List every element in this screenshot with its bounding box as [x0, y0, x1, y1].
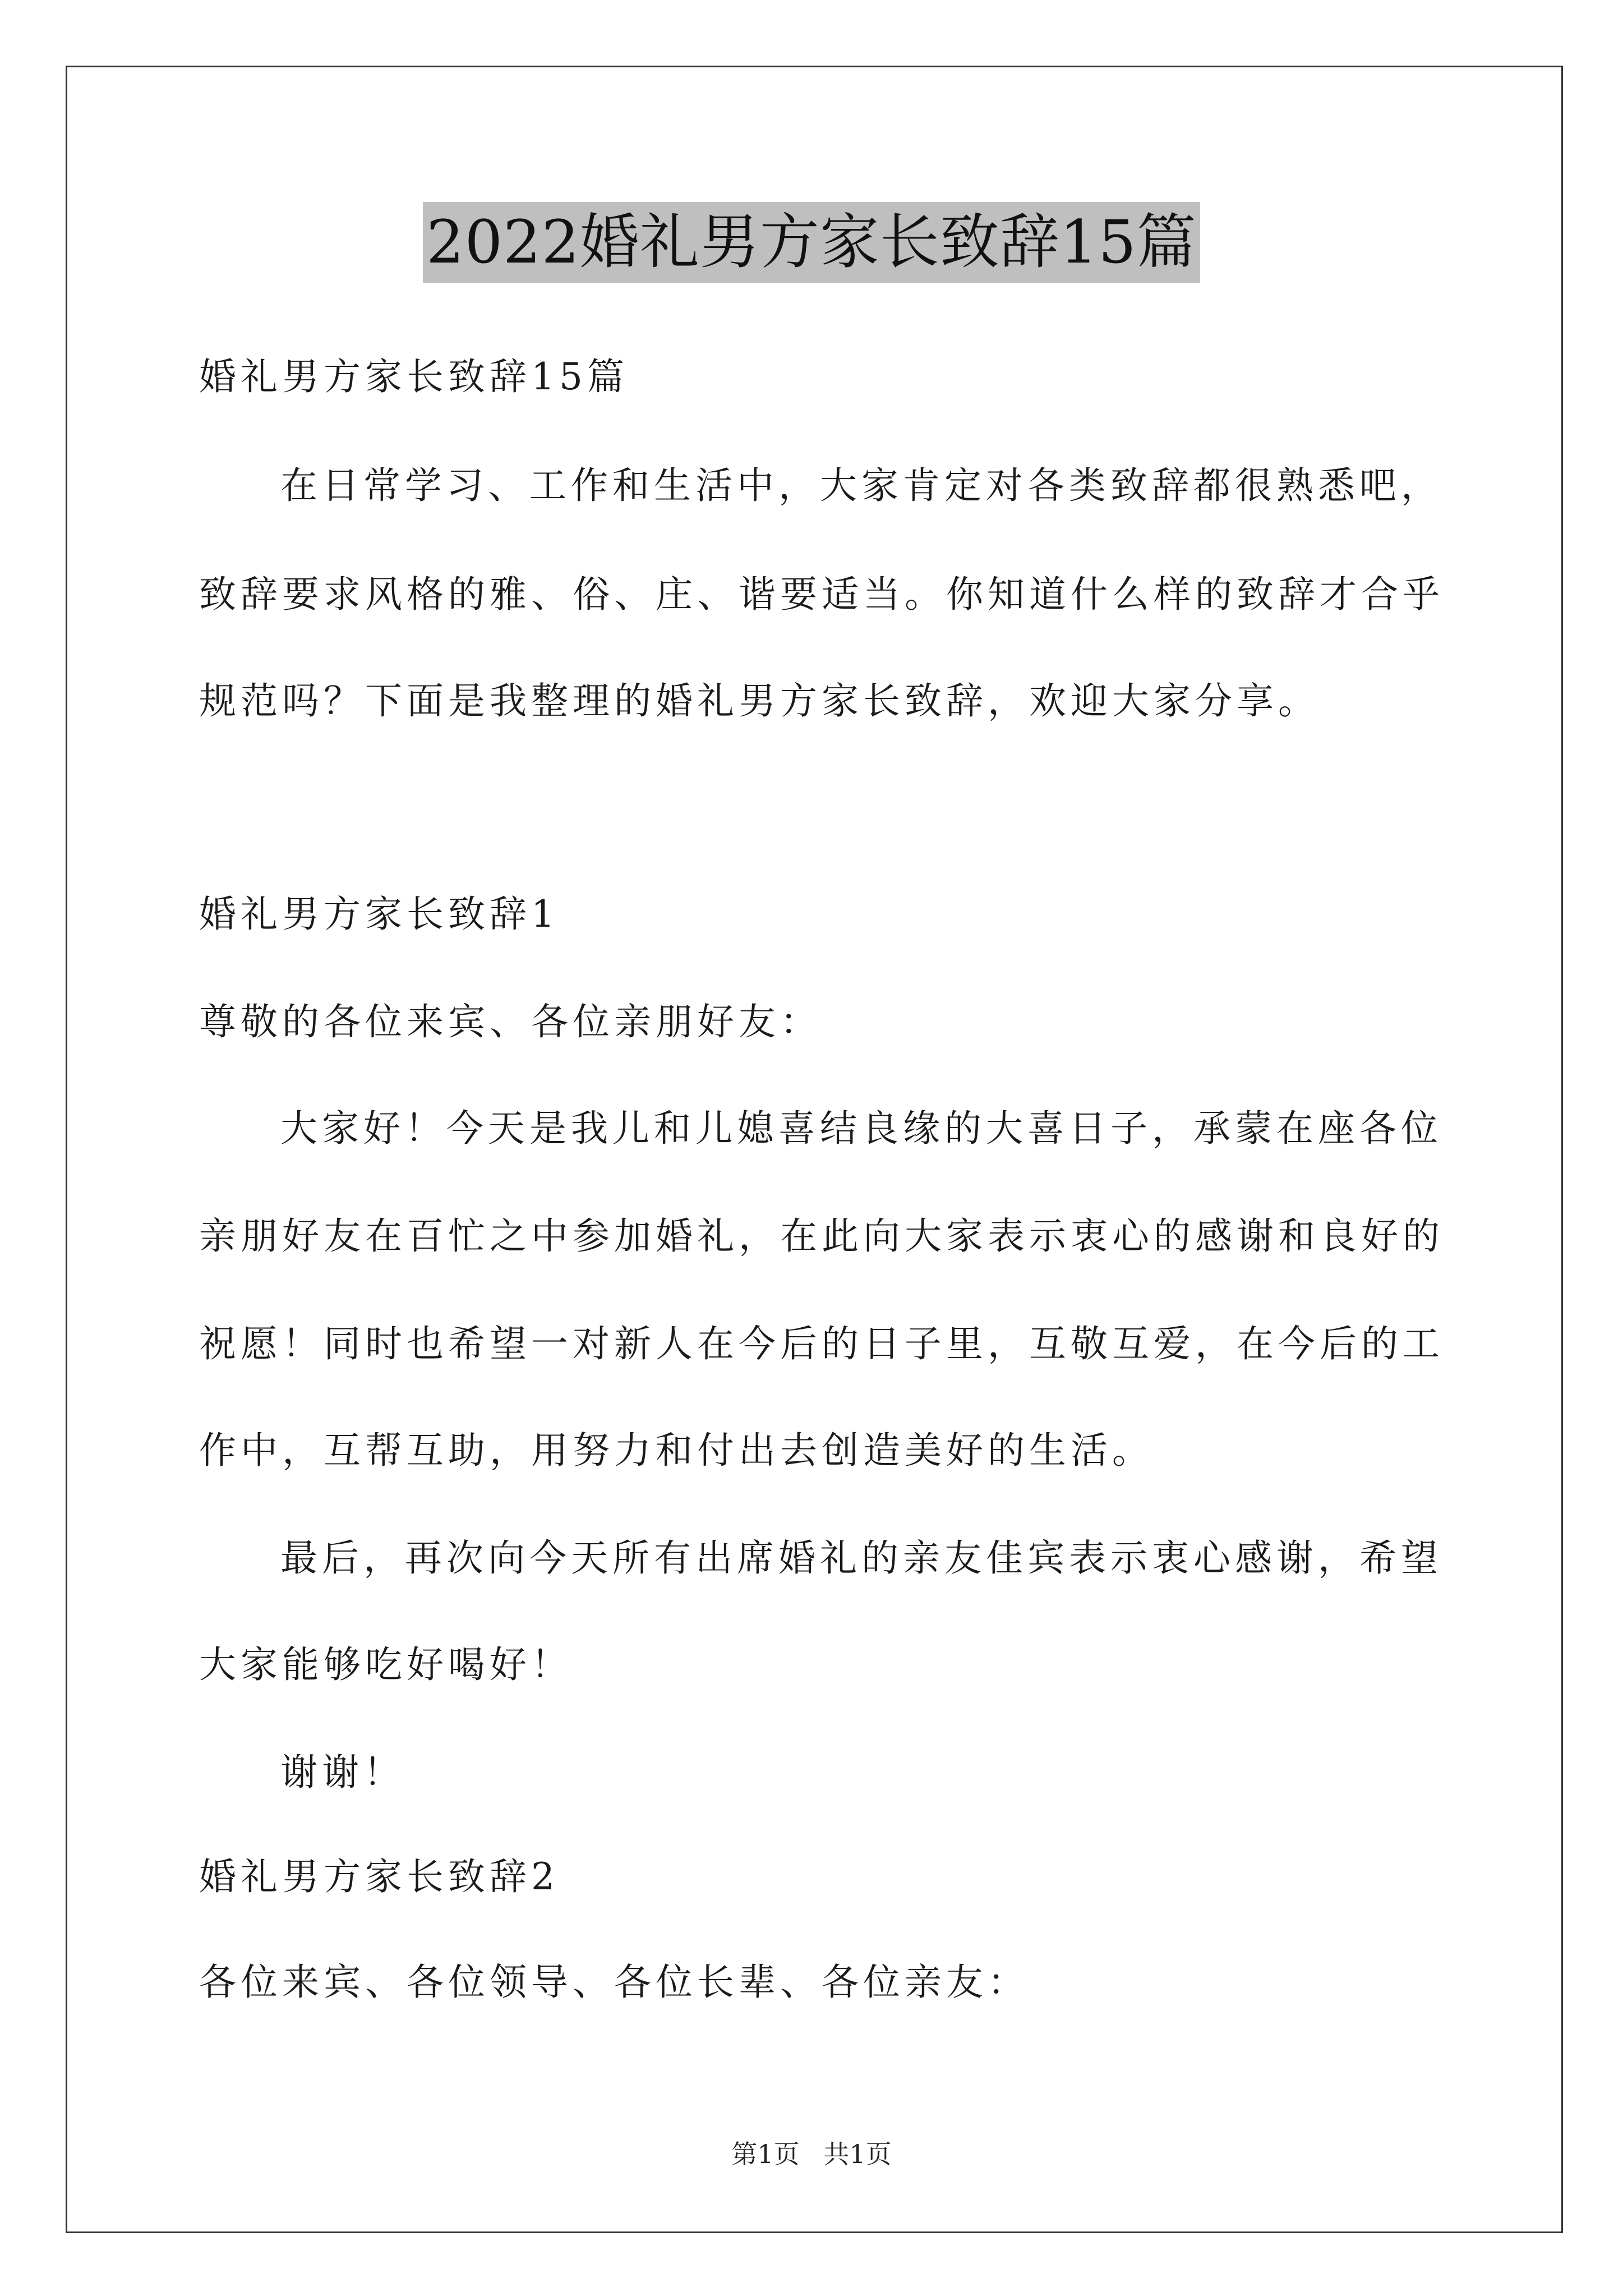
paragraph-line: 最后，再次向今天所有出席婚礼的亲友佳宾表示衷心感谢，希望 [280, 1536, 1442, 1580]
intro-line: 致辞要求风格的雅、俗、庄、谐要适当。你知道什么样的致辞才合乎 [199, 573, 1444, 616]
page-footer [0, 2137, 1623, 2171]
page-number-total: 共1页 [823, 2139, 892, 2169]
closing-line: 谢谢！ [280, 1751, 405, 1794]
intro-line: 规范吗？下面是我整理的婚礼男方家长致辞，欢迎大家分享。 [199, 679, 1320, 723]
document-title: 2022婚礼男方家长致辞15篇 [423, 202, 1200, 283]
paragraph-line: 大家能够吃好喝好！ [199, 1643, 573, 1686]
salutation: 各位来宾、各位领导、各位长辈、各位亲友： [199, 1961, 1029, 2004]
title-container [0, 202, 1623, 283]
paragraph-line: 亲朋好友在百忙之中参加婚礼，在此向大家表示衷心的感谢和良好的 [199, 1214, 1444, 1258]
paragraph-line: 作中，互帮互助，用努力和付出去创造美好的生活。 [199, 1429, 1154, 1472]
salutation: 尊敬的各位来宾、各位亲朋好友： [199, 1000, 822, 1043]
page-number-current: 第1页 [731, 2139, 800, 2169]
section-heading: 婚礼男方家长致辞1 [199, 892, 559, 936]
paragraph-line: 大家好！今天是我儿和儿媳喜结良缘的大喜日子，承蒙在座各位 [280, 1107, 1442, 1150]
document-subtitle: 婚礼男方家长致辞15篇 [199, 355, 629, 398]
intro-line: 在日常学习、工作和生活中，大家肯定对各类致辞都很熟悉吧， [280, 464, 1442, 507]
paragraph-line: 祝愿！同时也希望一对新人在今后的日子里，互敬互爱，在今后的工 [199, 1322, 1444, 1365]
section-heading: 婚礼男方家长致辞2 [199, 1855, 559, 1898]
